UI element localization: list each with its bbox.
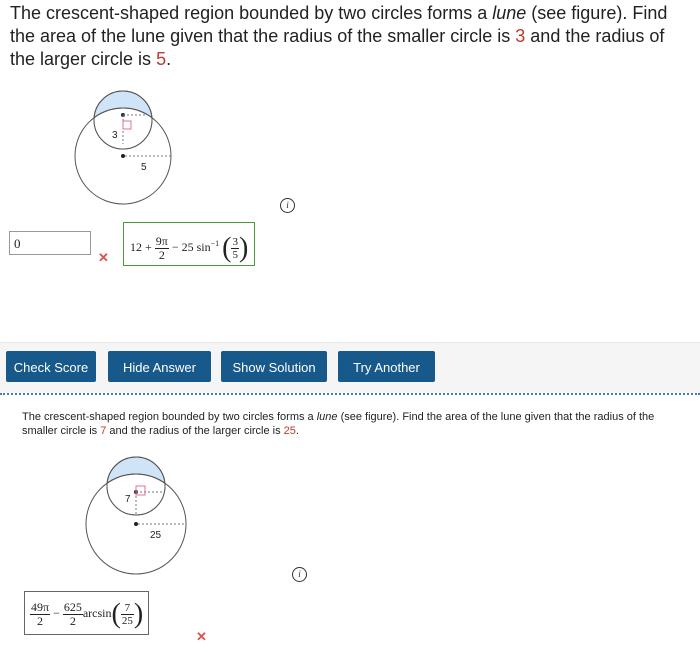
show-solution-button[interactable]: Show Solution — [221, 351, 327, 382]
figure1-small-label: 3 — [112, 130, 118, 141]
try-another-button[interactable]: Try Another — [338, 351, 435, 382]
question-text-2: The crescent-shaped region bounded by two circles forms a lune (see figure). Find the area of the lune given that the radius of the smaller circle is 7 and the radius of the larger circle is 25. — [22, 411, 655, 437]
answer-input[interactable]: 0 — [9, 231, 91, 255]
small-radius-value-2: 7 — [100, 425, 107, 437]
large-radius-value-2: 25 — [283, 425, 296, 437]
wrong-x-icon: ✕ — [98, 250, 109, 265]
wrong-x-icon-2: ✕ — [196, 629, 207, 644]
divider — [0, 393, 700, 395]
large-radius-value: 5 — [156, 49, 167, 69]
check-score-button[interactable]: Check Score — [6, 351, 96, 382]
lune-figure-1 — [68, 86, 178, 208]
info-icon[interactable]: i — [280, 198, 295, 213]
figure2-small-label: 7 — [125, 494, 131, 505]
figure2-large-label: 25 — [150, 530, 162, 541]
answer-box-2: $\frac{49\pi}{2}$ − $\frac{625}{2}$ arcsin( $\frac{7}{25}$ ) — [24, 591, 149, 635]
lune-figure-2 — [80, 452, 190, 577]
correct-answer-box-1: 12 + $\frac{9\pi}{2}$ − 25 $\sin^{-1}$ ( $\frac{3}{5}$ ) — [123, 222, 255, 266]
hide-answer-button[interactable]: Hide Answer — [108, 351, 211, 382]
info-icon-2[interactable]: i — [292, 567, 307, 582]
question-text-1: The crescent-shaped region bounded by two circles forms a lune (see figure). Find the area of the lune given that the radius of the smaller circle is 3 and the radius of the larger circle is 5. — [10, 3, 668, 69]
small-radius-value: 3 — [515, 26, 526, 46]
figure1-large-label: 5 — [141, 162, 147, 173]
